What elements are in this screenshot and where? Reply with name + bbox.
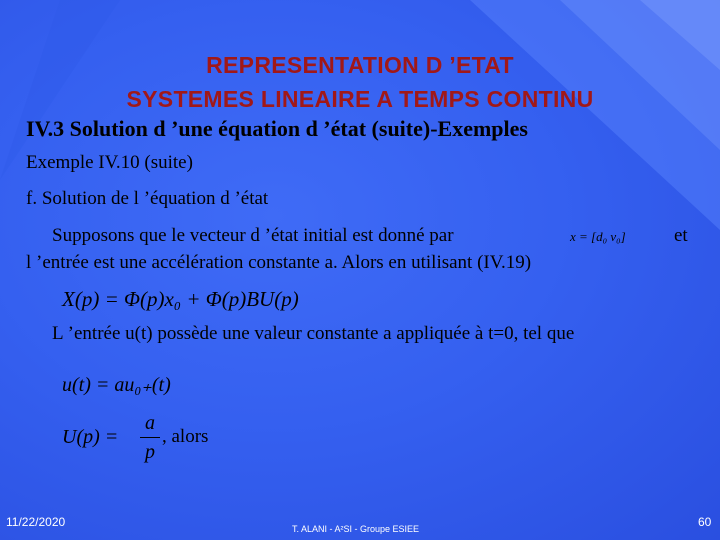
slide-title-line2: SYSTEMES LINEAIRE A TEMPS CONTINU [126,86,594,112]
alors-text: , alors [162,426,209,447]
paragraph-1a: Supposons que le vecteur d ’état initial est donné par [52,225,454,246]
footer-author: T. ALANI - A²SI - Groupe ESIEE [292,524,420,534]
paragraph-1b: et [674,225,688,246]
slide-title-line1: REPRESENTATION D ’ETAT [206,52,514,78]
fraction-denominator: p [145,441,155,463]
paragraph-2: l ’entrée est une accélération constante a. Alors en utilisant (IV.19) [26,252,532,273]
footer-date: 11/22/2020 [6,515,66,529]
input-time-equation: u(t) = au₀₊(t) [62,374,171,396]
paragraph-3: L ’entrée u(t) possède une valeur constante a appliquée à t=0, tel que [52,323,575,344]
laplace-state-equation: X(p) = Φ(p)x₀ + Φ(p)BU(p) [62,287,299,311]
fraction-numerator: a [145,412,155,434]
subheading: f. Solution de l ’équation d ’état [26,188,269,209]
fraction-bar [140,437,160,438]
footer-page-number: 60 [698,515,712,529]
example-label: Exemple IV.10 (suite) [26,152,193,173]
section-heading: IV.3 Solution d ’une équation d ’état (suite)-Exemples [26,116,528,141]
initial-state-equation: x = [d₀ v₀] [570,229,626,244]
input-laplace-lhs: U(p) = [62,426,119,448]
